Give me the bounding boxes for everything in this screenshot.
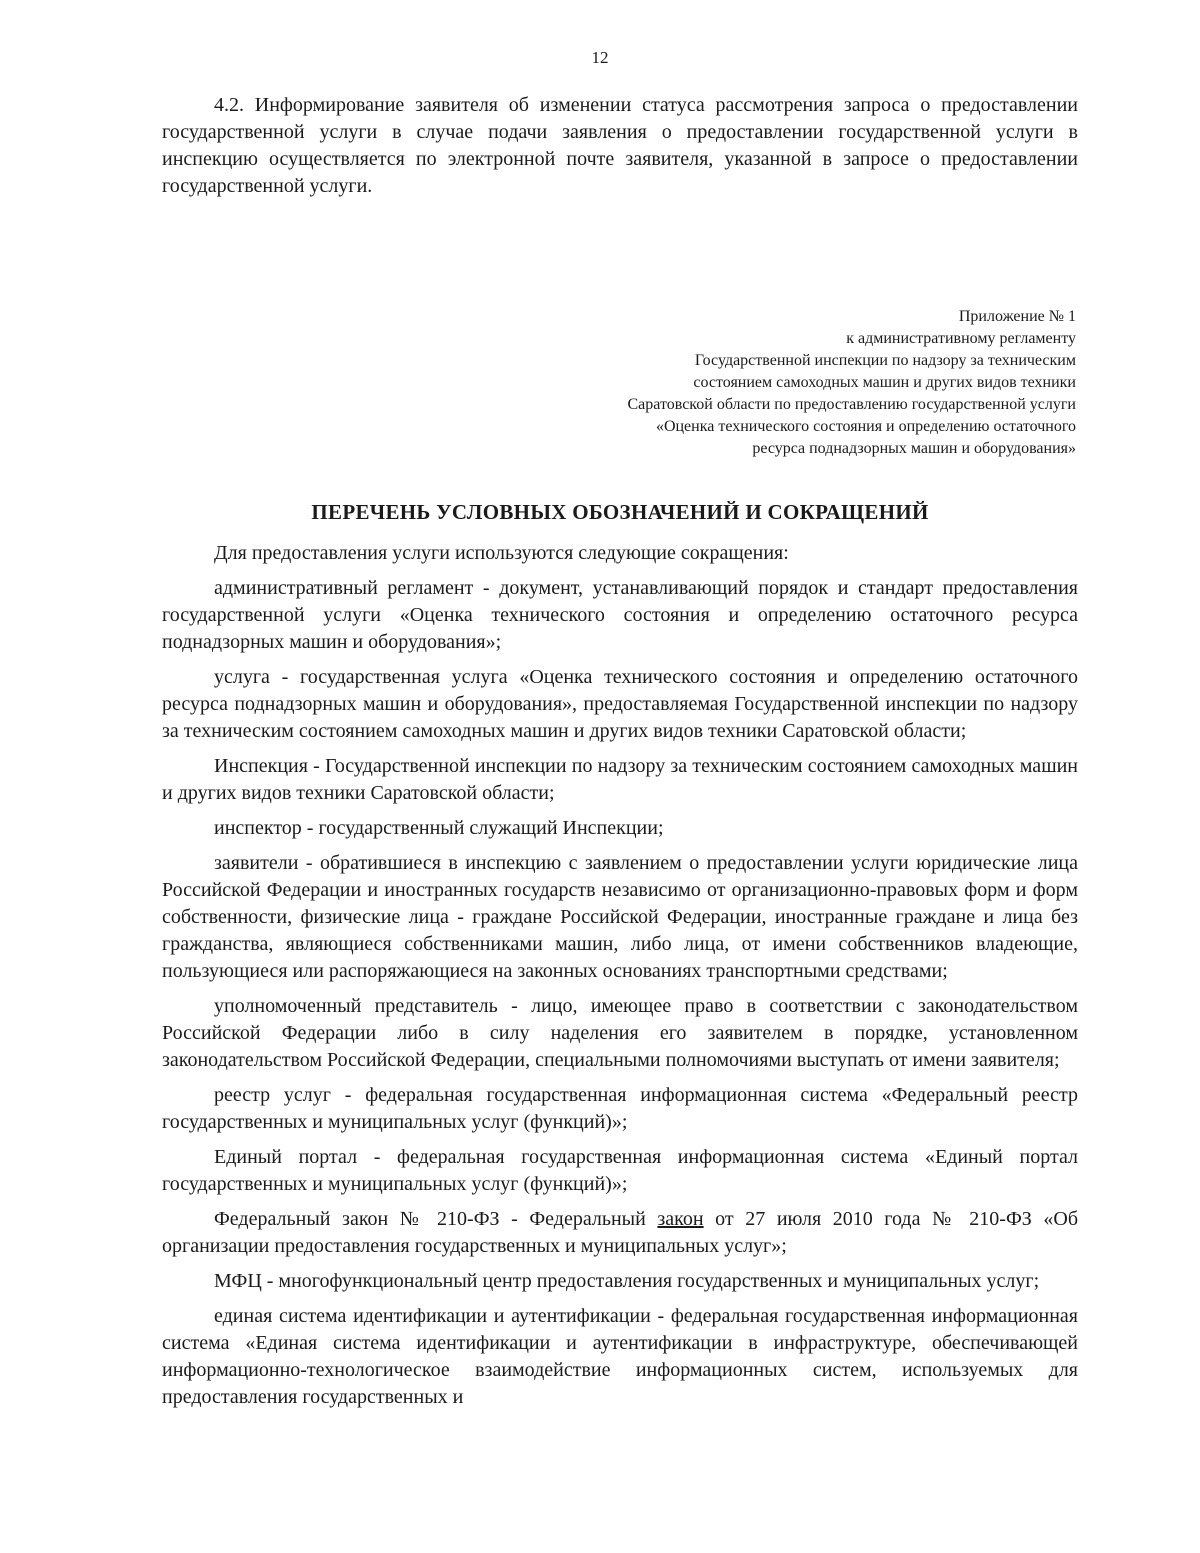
appendix-line: «Оценка технического состояния и определению остаточного [655,418,1076,435]
appendix-line: ресурса поднадзорных машин и оборудования» [752,440,1076,457]
law-text-before: Федеральный закон № 210-ФЗ - Федеральный [214,1208,658,1230]
definition-inspection: Инспекция - Государственной инспекции по надзору за техническим состоянием самоходных машин и других видов техники Саратовской области; [162,755,1078,804]
intro-paragraph: 4.2. Информирование заявителя об изменении статуса рассмотрения запроса о предоставлении государственной услуги в случае подачи заявления о предоставлении государственной услуги в инспекцию осуществляется по электронной почте заявителя, указанной в запросе о предоставлении государственной услуги. [162,94,1078,197]
appendix-line: Саратовской области по предоставлению государственной услуги [627,396,1076,413]
list-intro: Для предоставления услуги используются следующие сокращения: [214,542,789,564]
appendix-line: состоянием самоходных машин и других видов техники [693,374,1076,391]
intro-section [162,92,1078,200]
appendix-reference [516,306,1076,460]
definition-unified-portal: Единый портал - федеральная государственная информационная система «Единый портал государственных и муниципальных услуг (функций)»; [162,1146,1078,1195]
law-text-after: от 27 июля 2010 года № 210-ФЗ «Об организации предоставления государственных и муниципальных услуг»; [162,1208,1078,1257]
appendix-line: Государственной инспекции по надзору за техническим [694,352,1076,369]
definition-service-registry: реестр услуг - федеральная государственная информационная система «Федеральный реестр государственных и муниципальных услуг (функций)»; [162,1084,1078,1133]
appendix-line: Приложение № 1 [958,308,1076,325]
definition-federal-law [162,1206,1078,1260]
definition-applicants: заявители - обратившиеся в инспекцию с заявлением о предоставлении услуги юридические лица Российской Федерации и иностранных государств независимо от организационно-правовых форм и форм собственности, физические лица - граждане Российской Федерации, иностранные граждане и лица без гражданства, являющиеся собственниками машин, либо лица, от имени собственников владеющие, пользующиеся или распоряжающиеся на законных основаниях транспортными средствами; [162,852,1078,982]
definition-inspector: инспектор - государственный служащий Инспекции; [214,817,664,839]
definition-mfc: МФЦ - многофункциональный центр предоставления государственных и муниципальных услуг; [214,1270,1040,1292]
page-number: 12 [591,48,609,67]
law-link[interactable]: закон [657,1208,704,1230]
definition-service: услуга - государственная услуга «Оценка технического состояния и определению остаточного ресурса поднадзорных машин и оборудования», предоставляемая Государственной инспекции по надзору за техническим состоянием самоходных машин и других видов техники Саратовской области; [162,666,1078,742]
definition-admin-regulation: административный регламент - документ, устанавливающий порядок и стандарт предоставления государственной услуги «Оценка технического состояния и определению остаточного ресурса поднадзорных машин и оборудования»; [162,577,1078,653]
section-title: ПЕРЕЧЕНЬ УСЛОВНЫХ ОБОЗНАЧЕНИЙ И СОКРАЩЕНИЙ [311,500,929,524]
abbreviations-list [162,540,1078,1419]
definition-representative: уполномоченный представитель - лицо, имеющее право в соответствии с законодательством Российской Федерации либо в силу наделения его заявителем в порядке, установленном законодательством Российской Федерации, специальными полномочиями выступать от имени заявителя; [162,995,1078,1071]
definition-esia: единая система идентификации и аутентификации - федеральная государственная информационная система «Единая система идентификации и аутентификации в инфраструктуре, обеспечивающей информационно-технологическое взаимодействие информационных систем, используемых для предоставления государственных и [162,1305,1078,1408]
appendix-line: к административному регламенту [846,330,1076,347]
